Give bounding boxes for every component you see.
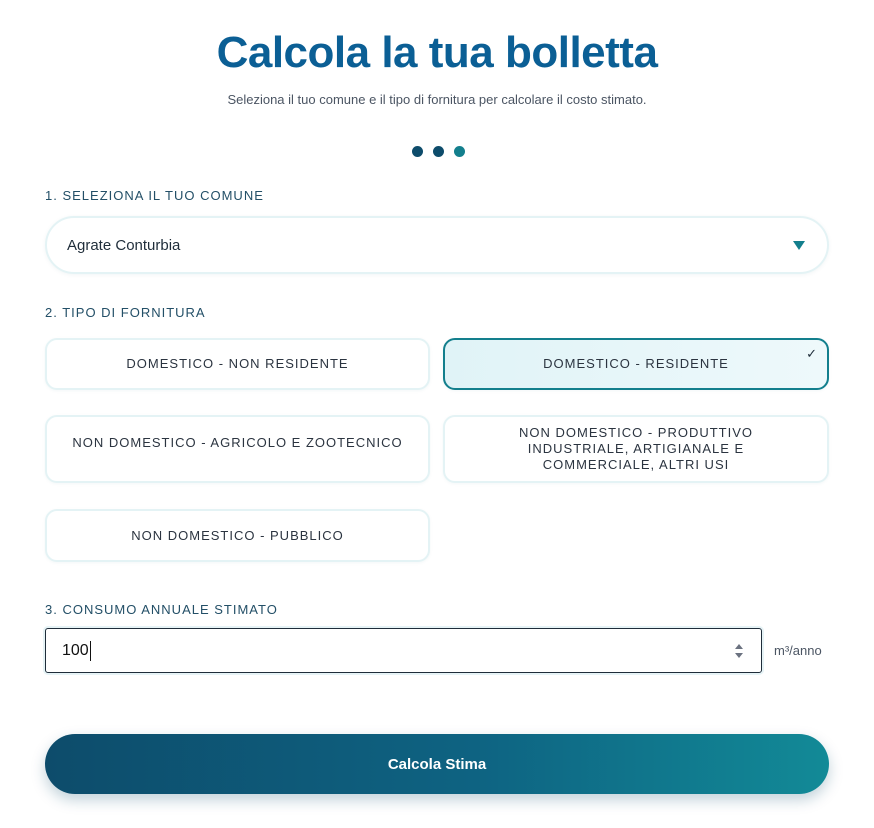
option-non-domestico-produttivo[interactable] bbox=[443, 415, 829, 483]
option-domestico-residente[interactable] bbox=[443, 338, 829, 390]
page-title: Calcola la tua bolletta bbox=[216, 28, 658, 77]
consumo-section-label: 3. CONSUMO ANNUALE STIMATO bbox=[45, 602, 278, 617]
step-dot-2 bbox=[433, 146, 444, 157]
fornitura-section-label: 2. TIPO DI FORNITURA bbox=[45, 305, 206, 320]
page-subtitle: Seleziona il tuo comune e il tipo di fornitura per calcolare il costo stimato. bbox=[227, 92, 647, 107]
consumo-input[interactable] bbox=[45, 628, 762, 673]
option-label: NON DOMESTICO - PUBBLICO bbox=[131, 527, 344, 543]
option-label: DOMESTICO - NON RESIDENTE bbox=[126, 356, 349, 371]
comune-select[interactable] bbox=[45, 216, 829, 274]
step-dot-3 bbox=[454, 146, 465, 157]
number-spinner[interactable] bbox=[735, 644, 743, 658]
consumo-unit: m³/anno bbox=[774, 643, 822, 658]
spinner-up-icon[interactable] bbox=[735, 644, 743, 649]
option-non-domestico-pubblico[interactable] bbox=[45, 509, 430, 562]
option-non-domestico-agricolo[interactable] bbox=[45, 415, 430, 483]
comune-section-label: 1. SELEZIONA IL TUO COMUNE bbox=[45, 188, 264, 203]
step-indicator bbox=[412, 146, 465, 157]
text-caret bbox=[90, 641, 91, 661]
option-label: NON DOMESTICO - AGRICOLO E ZOOTECNICO bbox=[72, 435, 403, 450]
caret-down-icon bbox=[793, 241, 805, 250]
step-dot-1 bbox=[412, 146, 423, 157]
check-icon: ✓ bbox=[806, 346, 817, 361]
comune-select-value: Agrate Conturbia bbox=[67, 236, 181, 254]
consumo-input-value: 100 bbox=[62, 641, 89, 659]
option-label: NON DOMESTICO - PRODUTTIVO INDUSTRIALE, ARTIGIANALE E COMMERCIALE, ALTRI USI bbox=[519, 425, 753, 472]
option-domestico-non-residente[interactable] bbox=[45, 338, 430, 390]
spinner-down-icon[interactable] bbox=[735, 653, 743, 658]
calcola-stima-button[interactable]: Calcola Stima bbox=[45, 734, 829, 794]
option-label: DOMESTICO - RESIDENTE bbox=[543, 356, 729, 371]
